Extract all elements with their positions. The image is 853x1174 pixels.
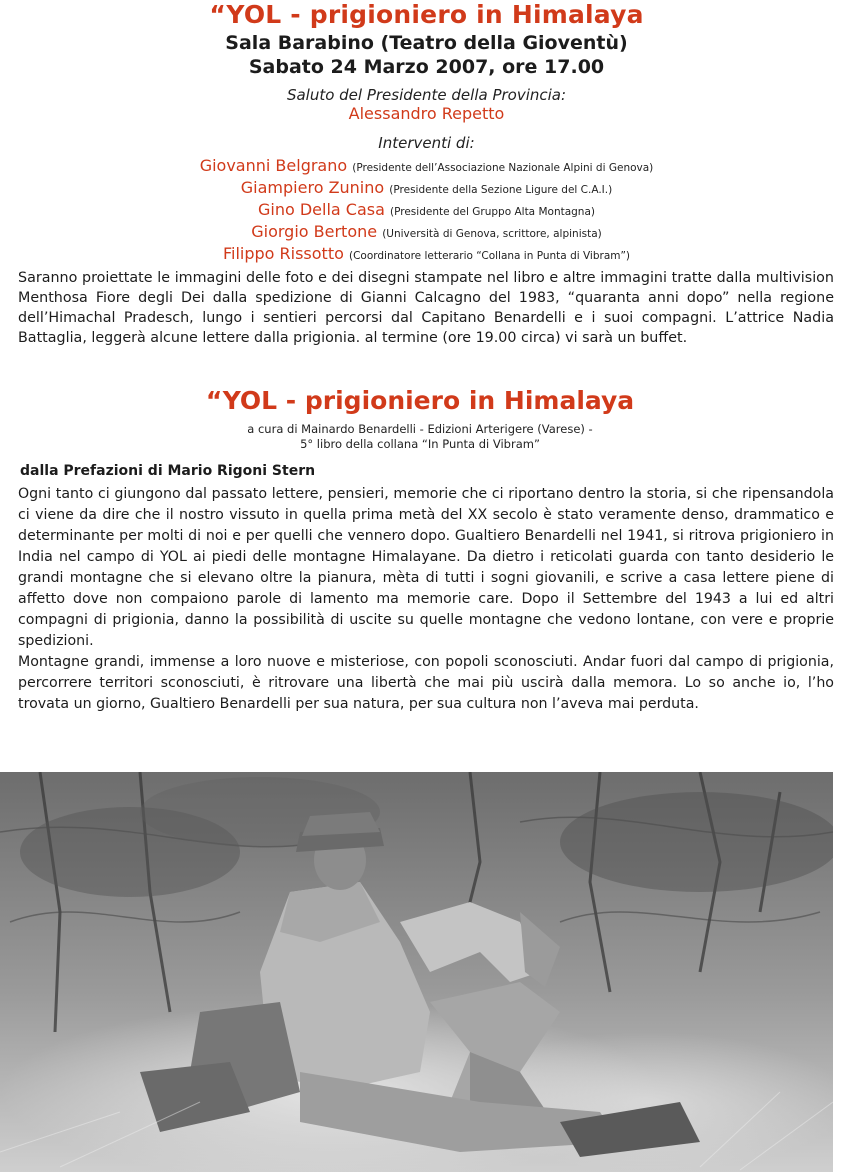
book-credit-line: a cura di Mainardo Benardelli - Edizioni Arterigere (Varese) - xyxy=(247,422,593,436)
greeting-label: Saluto del Presidente della Provincia: xyxy=(286,86,567,104)
soldier-photo xyxy=(0,772,833,1172)
speaker-role: (Coordinatore letterario “Collana in Punta di Vibram”) xyxy=(348,250,631,262)
speaker-item xyxy=(0,243,853,265)
speaker-role: (Presidente dell’Associazione Nazionale Alpini di Genova) xyxy=(352,162,654,174)
speaker-name: Giampiero Zunino xyxy=(240,178,385,197)
event-datetime: Sabato 24 Marzo 2007, ore 17.00 xyxy=(248,56,605,78)
book-series-line: 5° libro della collana “In Punta di Vibram” xyxy=(300,437,540,451)
speaker-role: (Presidente della Sezione Ligure del C.A.I.) xyxy=(389,184,613,196)
speaker-role: (Università di Genova, scrittore, alpinista) xyxy=(382,228,602,240)
soldier-photo-illustration xyxy=(0,772,833,1172)
speaker-name: Gino Della Casa xyxy=(258,200,385,219)
speaker-name: Giovanni Belgrano xyxy=(199,156,348,175)
speaker-item xyxy=(0,177,853,199)
interventions-label: Interventi di: xyxy=(378,134,475,152)
preface-paragraph: Montagne grandi, immense a loro nuove e misteriose, con popoli sconosciuti. Andar fuori dal campo di prigionia, percorrere territori sconosciuti, è ritrovare una libertà che mai più uscirà dalla memora. Lo so anche io, l’ho trovata un giorno, Gualtiero Benardelli per sua natura, per sua cultura non l’aveva mai perduta. xyxy=(18,654,834,712)
event-description: Saranno proiettate le immagini delle foto e dei disegni stampate nel libro e altre immagini tratte dalla multivision Menthosa Fiore degli Dei dalla spedizione di Gianni Calcagno del 1983, “quaranta anni dopo” nella regione dell’Himachal Pradesch, lungo i sentieri percorsi dal Capitano Benardelli e i suoi compagni. L’attrice Nadia Battaglia, leggerà alcune lettere dalla prigionia. al termine (ore 19.00 circa) vi sarà un buffet. xyxy=(18,270,834,346)
preface-text xyxy=(18,484,834,715)
speaker-name: Giorgio Bertone xyxy=(251,222,378,241)
speaker-name: Filippo Rissotto xyxy=(222,244,344,263)
speaker-item xyxy=(0,221,853,243)
book-credits xyxy=(0,422,840,452)
event-venue: Sala Barabino (Teatro della Gioventù) xyxy=(225,32,628,54)
speaker-item xyxy=(0,155,853,177)
speaker-role: (Presidente del Gruppo Alta Montagna) xyxy=(390,206,595,218)
book-title: “YOL - prigioniero in Himalaya xyxy=(205,386,635,415)
event-title: “YOL - prigioniero in Himalaya xyxy=(209,0,644,29)
preface-paragraph: Ogni tanto ci giungono dal passato lettere, pensieri, memorie che ci riportano dentro la storia, si che ripensandola ci viene da dire che il nostro vissuto in quella prima metà del XX secolo è stato veramente denso, drammatico e determinante per molti di noi e per quelli che vennero dopo. Gualtiero Benardelli nel 1941, si ritrova prigioniero in India nel campo di YOL ai piedi delle montagne Himalayane. Da dietro i reticolati guarda con tanto desiderio le grandi montagne che si elevano oltre la pianura, mèta di tutti i sogni giovanili, e scrive a casa lettere piene di affetto dove non compaiono parole di lamento ma memorie care. Dopo il Settembre del 1943 a lui ed altri compagni di prigionia, danno la possibilità di uscite su quelle montagne che vedono lontane, con vere e proprie spedizioni. xyxy=(18,486,834,649)
speaker-list xyxy=(0,155,853,265)
greeting-name: Alessandro Repetto xyxy=(348,104,505,123)
speaker-item xyxy=(0,199,853,221)
preface-heading: dalla Prefazioni di Mario Rigoni Stern xyxy=(20,463,316,479)
